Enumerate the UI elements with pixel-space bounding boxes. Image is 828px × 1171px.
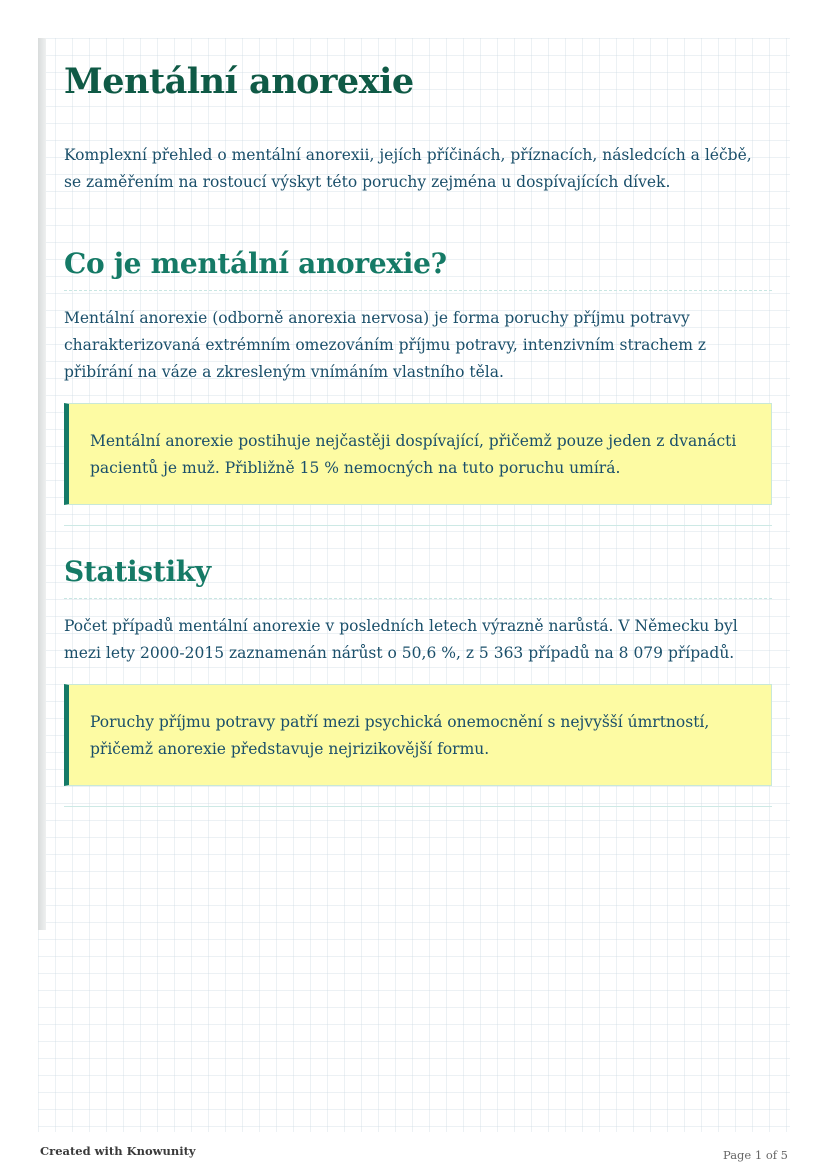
section-heading: Statistiky bbox=[64, 548, 772, 599]
section-paragraph: Mentální anorexie (odborně anorexia nervosa) je forma poruchy příjmu potravy charakterizovaná extrémním omezováním příjmu potravy, intenzivním strachem z přibírání na váze a zkresleným vnímáním vlastního těla. bbox=[64, 309, 706, 381]
section-divider bbox=[64, 525, 772, 526]
created-with-label: Created with Knowunity bbox=[40, 1144, 196, 1158]
page-edge-shadow bbox=[38, 38, 46, 930]
document-title: Mentální anorexie bbox=[64, 61, 414, 102]
section-what-is bbox=[64, 240, 772, 526]
section-divider bbox=[64, 806, 772, 807]
page-indicator: Page 1 of 5 bbox=[722, 1148, 788, 1162]
document-content bbox=[64, 50, 772, 815]
highlight-callout: Poruchy příjmu potravy patří mezi psychická onemocnění s nejvyšší úmrtností, přičemž anorexie představuje nejrizikovější formu. bbox=[64, 684, 772, 786]
intro-paragraph: Komplexní přehled o mentální anorexii, jejích příčinách, příznacích, následcích a léčbě, se zaměřením na rostoucí výskyt této poruchy zejména u dospívajících dívek. bbox=[64, 146, 752, 191]
section-heading: Co je mentální anorexie? bbox=[64, 240, 772, 291]
section-statistics bbox=[64, 548, 772, 807]
section-paragraph: Počet případů mentální anorexie v posledních letech výrazně narůstá. V Německu byl mezi lety 2000-2015 zaznamenán nárůst o 50,6 %, z 5 363 případů na 8 079 případů. bbox=[64, 617, 738, 662]
highlight-callout: Mentální anorexie postihuje nejčastěji dospívající, přičemž pouze jeden z dvanácti pacientů je muž. Přibližně 15 % nemocných na tuto poruchu umírá. bbox=[64, 403, 772, 505]
